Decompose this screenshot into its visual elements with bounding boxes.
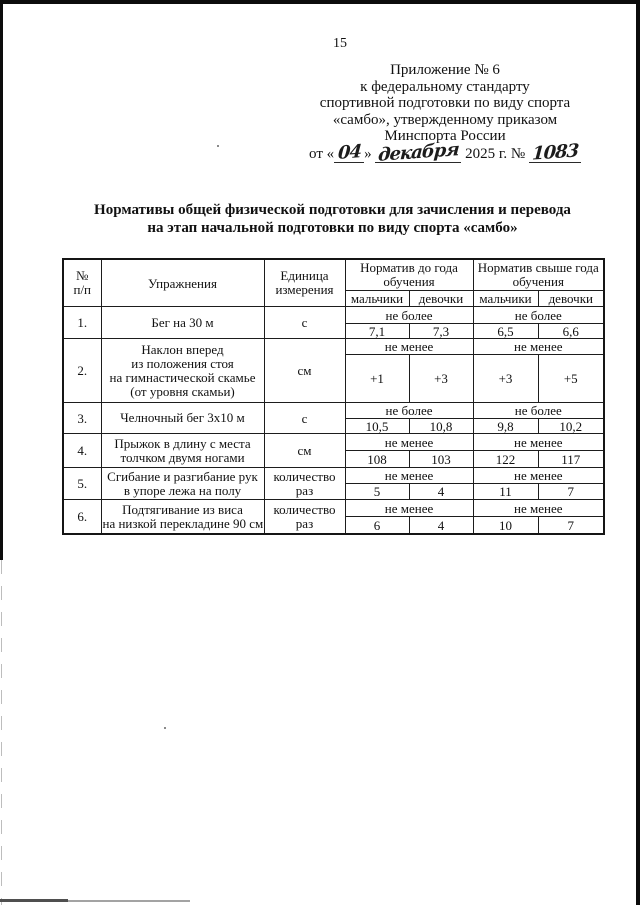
cell-condition: не менее	[473, 500, 604, 517]
cell-condition: не более	[345, 403, 473, 419]
handwritten-month: декабря	[377, 138, 460, 166]
table-row	[63, 403, 604, 419]
cell-condition: не менее	[345, 434, 473, 451]
cell-value: 4	[409, 484, 473, 500]
appendix-line: спортивной подготовки по виду спорта	[319, 95, 571, 111]
cell-value: 10	[473, 517, 538, 535]
cell-value: 103	[409, 451, 473, 468]
cell-value: 6,5	[473, 324, 538, 339]
cell-value: 10,2	[538, 419, 604, 434]
cell-value: 11	[473, 484, 538, 500]
scan-edge-left-faint	[1, 560, 2, 905]
appendix-reference-block	[278, 62, 612, 166]
cell-value: 117	[538, 451, 604, 468]
col-header-exercise: Упражнения	[101, 259, 264, 307]
cell-exercise: Сгибание и разгибание рук в упоре лежа на полу	[101, 468, 264, 500]
appendix-line: Приложение № 6	[390, 62, 500, 78]
cell-value: +1	[345, 355, 409, 403]
document-title	[62, 202, 603, 237]
cell-value: 7	[538, 517, 604, 535]
col-header-girls-1: девочки	[409, 291, 473, 307]
cell-value: 7,1	[345, 324, 409, 339]
cell-condition: не менее	[345, 468, 473, 484]
cell-unit: количество раз	[264, 468, 345, 500]
table-row	[63, 434, 604, 451]
document-title-line: на этап начальной подготовки по виду спорта «самбо»	[147, 219, 518, 236]
cell-value: +3	[409, 355, 473, 403]
cell-exercise: Прыжок в длину с места толчком двумя ногами	[101, 434, 264, 468]
col-header-boys-2: мальчики	[473, 291, 538, 307]
page-number: 15	[333, 36, 347, 51]
handwritten-order-number: 1083	[531, 139, 579, 165]
cell-value: 6,6	[538, 324, 604, 339]
cell-row-num: 6.	[63, 500, 101, 535]
date-prefix: от «	[309, 145, 335, 162]
cell-value: +3	[473, 355, 538, 403]
appendix-line: Минспорта России	[384, 128, 506, 144]
cell-condition: не более	[473, 403, 604, 419]
scan-edge-bottom-light	[68, 900, 190, 902]
table-row	[63, 339, 604, 355]
cell-value: 4	[409, 517, 473, 535]
cell-condition: не менее	[473, 339, 604, 355]
cell-unit: см	[264, 339, 345, 403]
cell-value: 9,8	[473, 419, 538, 434]
cell-condition: не менее	[473, 468, 604, 484]
handwritten-month-underline	[375, 138, 461, 166]
cell-condition: не более	[345, 307, 473, 324]
cell-row-num: 2.	[63, 339, 101, 403]
col-header-girls-2: девочки	[538, 291, 604, 307]
cell-value: 6	[345, 517, 409, 535]
handwritten-day: 04	[336, 140, 362, 164]
cell-unit: с	[264, 307, 345, 339]
scan-speck	[164, 727, 166, 729]
cell-row-num: 5.	[63, 468, 101, 500]
cell-value: 7	[538, 484, 604, 500]
handwritten-order-number-underline	[529, 139, 581, 165]
col-group-before-year: Норматив до года обучения	[345, 259, 473, 291]
scan-edge-bottom-dark	[0, 899, 68, 902]
cell-value: 10,8	[409, 419, 473, 434]
cell-condition: не менее	[473, 434, 604, 451]
cell-condition: не менее	[345, 500, 473, 517]
cell-condition: не более	[473, 307, 604, 324]
appendix-line: к федеральному стандарту	[360, 78, 530, 95]
col-group-after-year: Норматив свыше года обучения	[473, 259, 604, 291]
date-close-quote: »	[364, 145, 372, 162]
col-header-unit: Единица измерения	[264, 259, 345, 307]
cell-exercise: Подтягивание из виса на низкой перекладине 90 см	[101, 500, 264, 535]
scan-edge-left	[0, 0, 3, 560]
document-title-line: Нормативы общей физической подготовки для зачисления и перевода	[94, 202, 571, 218]
cell-row-num: 4.	[63, 434, 101, 468]
col-header-num: № п/п	[63, 259, 101, 307]
standards-table	[62, 258, 605, 535]
cell-exercise: Наклон вперед из положения стоя на гимнастической скамье (от уровня скамьи)	[101, 339, 264, 403]
table-header-row	[63, 259, 604, 291]
order-date-line	[278, 138, 612, 166]
cell-row-num: 1.	[63, 307, 101, 339]
cell-exercise: Бег на 30 м	[101, 307, 264, 339]
cell-condition: не менее	[345, 339, 473, 355]
scan-speck	[217, 145, 219, 147]
cell-value: 7,3	[409, 324, 473, 339]
cell-value: 10,5	[345, 419, 409, 434]
cell-value: 122	[473, 451, 538, 468]
col-header-boys-1: мальчики	[345, 291, 409, 307]
cell-row-num: 3.	[63, 403, 101, 434]
cell-unit: с	[264, 403, 345, 434]
cell-unit: количество раз	[264, 500, 345, 535]
appendix-line: «самбо», утвержденному приказом	[332, 111, 558, 128]
table-row	[63, 468, 604, 484]
cell-value: +5	[538, 355, 604, 403]
cell-value: 5	[345, 484, 409, 500]
table-row	[63, 500, 604, 517]
date-year-text: 2025 г. №	[465, 145, 526, 162]
table-row	[63, 307, 604, 324]
cell-exercise: Челночный бег 3х10 м	[101, 403, 264, 434]
scan-edge-right	[636, 0, 640, 905]
cell-value: 108	[345, 451, 409, 468]
cell-unit: см	[264, 434, 345, 468]
scan-edge-top	[0, 0, 640, 4]
handwritten-day-underline	[334, 140, 364, 164]
